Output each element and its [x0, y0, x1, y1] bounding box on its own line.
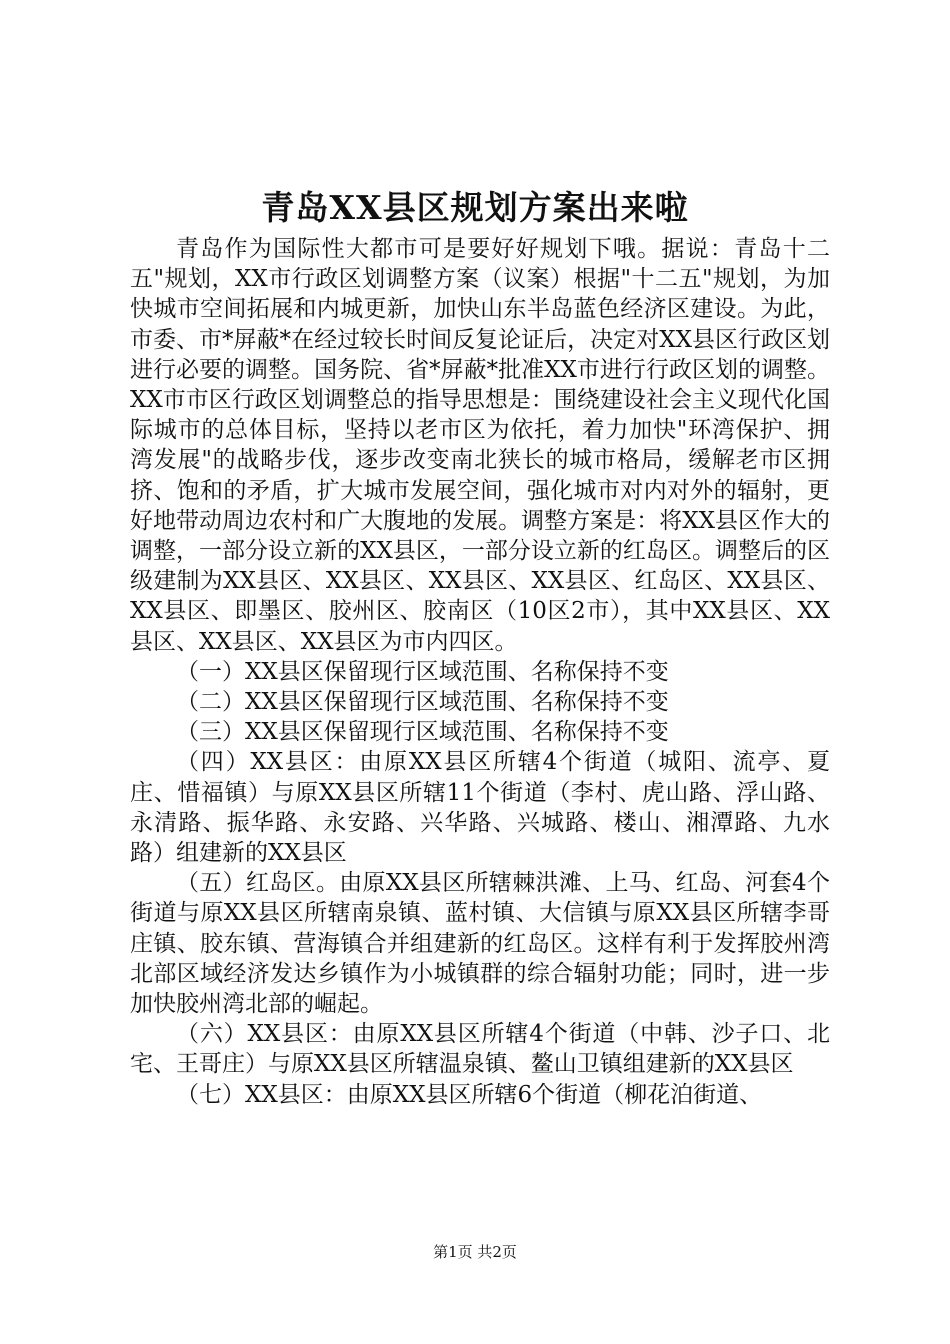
- paragraph-item-7: （七）XX县区：由原XX县区所辖6个街道（柳花泊街道、: [176, 1081, 763, 1108]
- page-footer: 第1页 共2页: [433, 1243, 517, 1261]
- paragraph-item-6: （六）XX县区：由原XX县区所辖4个街道（中韩、沙子口、北宅、王哥庄）与原XX县区所辖温泉镇、鳌山卫镇组建新的XX县区: [130, 1021, 830, 1078]
- paragraph-intro: 青岛作为国际性大都市可是要好好规划下哦。据说：青岛十二五"规划，XX市行政区划调整方案（议案）根据"十二五"规划，为加快城市空间拓展和内城更新，加快山东半岛蓝色经济区建设。为此，市委、市*屏蔽*在经过较长时间反复论证后，决定对XX县区行政区划进行必要的调整。国务院、省*屏蔽*批准XX市进行行政区划的调整。XX市市区行政区划调整总的指导思想是：围绕建设社会主义现代化国际城市的总体目标，坚持以老市区为依托，着力加快"环湾保护、拥湾发展"的战略步伐，逐步改变南北狭长的城市格局，缓解老市区拥挤、饱和的矛盾，扩大城市发展空间，强化城市对内对外的辐射，更好地带动周边农村和广大腹地的发展。调整方案是：将XX县区作大的调整，一部分设立新的XX县区，一部分设立新的红岛区。调整后的区级建制为XX县区、XX县区、XX县区、XX县区、红岛区、XX县区、XX县区、即墨区、胶州区、胶南区（10区2市），其中XX县区、XX县区、XX县区、XX县区为市内四区。: [130, 236, 830, 655]
- paragraph-item-3: （三）XX县区保留现行区域范围、名称保持不变: [176, 719, 669, 746]
- paragraph-item-1: （一）XX县区保留现行区域范围、名称保持不变: [176, 658, 669, 685]
- paragraph-item-4: （四）XX县区：由原XX县区所辖4个街道（城阳、流亭、夏庄、惜福镇）与原XX县区所辖11个街道（李村、虎山路、浮山路、永清路、振华路、永安路、兴华路、兴城路、楼山、湘潭路、九水路）组建新的XX县区: [130, 749, 830, 867]
- paragraph-item-5: （五）红岛区。由原XX县区所辖棘洪滩、上马、红岛、河套4个街道与原XX县区所辖南泉镇、蓝村镇、大信镇与原XX县区所辖李哥庄镇、胶东镇、营海镇合并组建新的红岛区。这样有利于发挥胶州湾北部区域经济发达乡镇作为小城镇群的综合辐射功能；同时，进一步加快胶州湾北部的崛起。: [130, 870, 830, 1018]
- document-body: [130, 234, 830, 1110]
- paragraph-item-2: （二）XX县区保留现行区域范围、名称保持不变: [176, 689, 669, 716]
- page-title: 青岛XX县区规划方案出来啦: [261, 188, 689, 227]
